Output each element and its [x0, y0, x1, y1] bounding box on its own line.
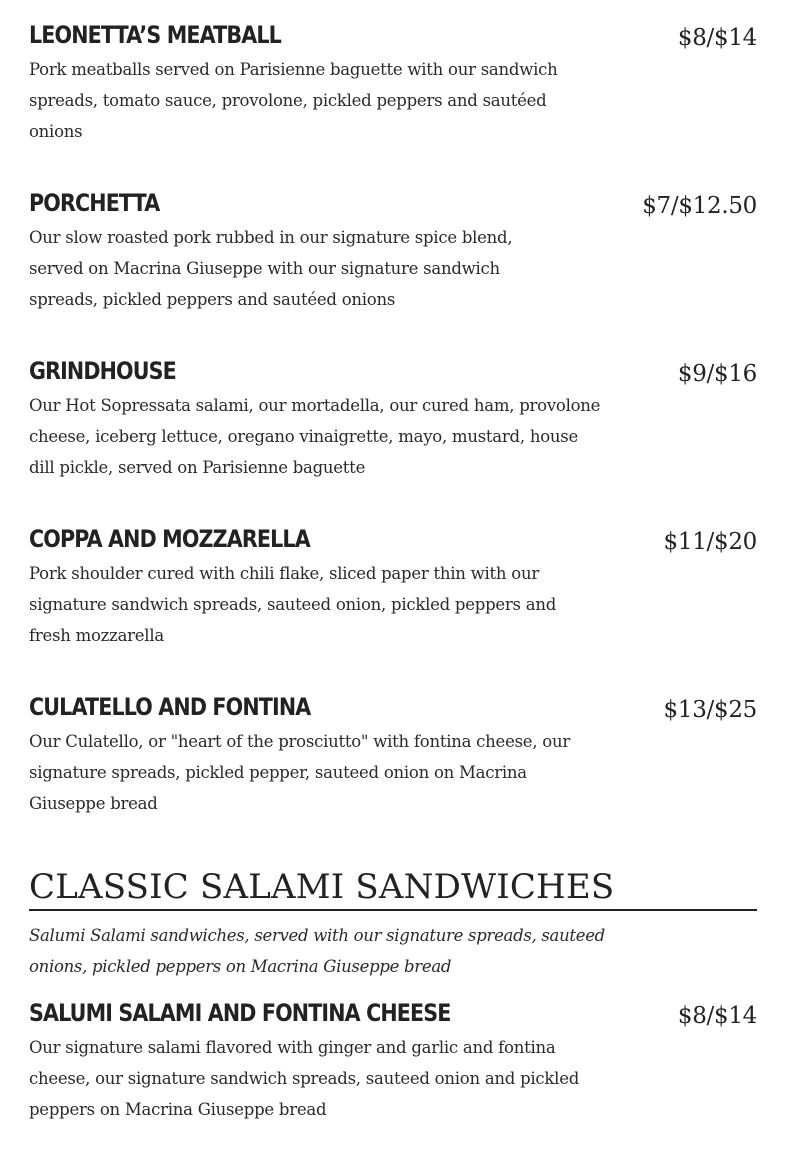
item-name: LEONETTA’S MEATBALL: [29, 21, 281, 49]
item-price: $7/$12.50: [642, 193, 757, 219]
description-line: served on Macrina Giuseppe with our signature sandwich: [29, 259, 500, 278]
item-name: SALUMI SALAMI AND FONTINA CHEESE: [29, 999, 451, 1027]
description-line: onions: [29, 122, 83, 141]
item-description: [29, 1032, 757, 1125]
section-title: CLASSIC SALAMI SANDWICHES: [29, 867, 615, 907]
section-note-line: onions, pickled peppers on Macrina Giuseppe bread: [29, 957, 452, 976]
item-price: $8/$14: [677, 25, 757, 51]
description-line: peppers on Macrina Giuseppe bread: [29, 1100, 327, 1119]
menu-item-leonettas-meatball: [29, 20, 757, 147]
description-line: Pork meatballs served on Parisienne baguette with our sandwich: [29, 60, 558, 79]
item-price: $8/$14: [677, 1003, 757, 1029]
section-note-line: Salumi Salami sandwiches, served with our signature spreads, sauteed: [29, 926, 605, 945]
description-line: fresh mozzarella: [29, 626, 164, 645]
item-price: $9/$16: [677, 361, 757, 387]
item-description: [29, 390, 757, 483]
item-price: $13/$25: [663, 697, 757, 723]
description-line: Giuseppe bread: [29, 794, 158, 813]
description-line: cheese, our signature sandwich spreads, sauteed onion and pickled: [29, 1069, 580, 1088]
item-name: CULATELLO AND FONTINA: [29, 693, 311, 721]
description-line: Pork shoulder cured with chili flake, sliced paper thin with our: [29, 564, 539, 583]
item-price: $11/$20: [663, 529, 757, 555]
item-description: [29, 726, 757, 819]
description-line: Our Hot Sopressata salami, our mortadella, our cured ham, provolone: [29, 396, 601, 415]
item-description: [29, 558, 757, 651]
description-line: Our slow roasted pork rubbed in our signature spice blend,: [29, 228, 513, 247]
description-line: cheese, iceberg lettuce, oregano vinaigrette, mayo, mustard, house: [29, 427, 579, 446]
description-line: Our Culatello, or "heart of the prosciutto" with fontina cheese, our: [29, 732, 571, 751]
item-description: [29, 222, 757, 315]
section-note: [29, 920, 669, 982]
section-divider: [29, 909, 757, 911]
description-line: Our signature salami flavored with ginger and garlic and fontina: [29, 1038, 556, 1057]
description-line: spreads, tomato sauce, provolone, pickled peppers and sautéed: [29, 91, 547, 110]
description-line: spreads, pickled peppers and sautéed onions: [29, 290, 396, 309]
menu-item-salumi-salami-and-fontina: [29, 998, 757, 1125]
item-description: [29, 54, 757, 147]
item-name: GRINDHOUSE: [29, 357, 176, 385]
description-line: signature sandwich spreads, sauteed onion, pickled peppers and: [29, 595, 557, 614]
item-name: COPPA AND MOZZARELLA: [29, 525, 310, 553]
menu-item-coppa-and-mozzarella: [29, 524, 757, 651]
menu-item-grindhouse: [29, 356, 757, 483]
description-line: signature spreads, pickled pepper, sauteed onion on Macrina: [29, 763, 527, 782]
description-line: dill pickle, served on Parisienne baguette: [29, 458, 366, 477]
menu-item-culatello-and-fontina: [29, 692, 757, 819]
item-name: PORCHETTA: [29, 189, 160, 217]
menu-item-porchetta: [29, 188, 757, 315]
